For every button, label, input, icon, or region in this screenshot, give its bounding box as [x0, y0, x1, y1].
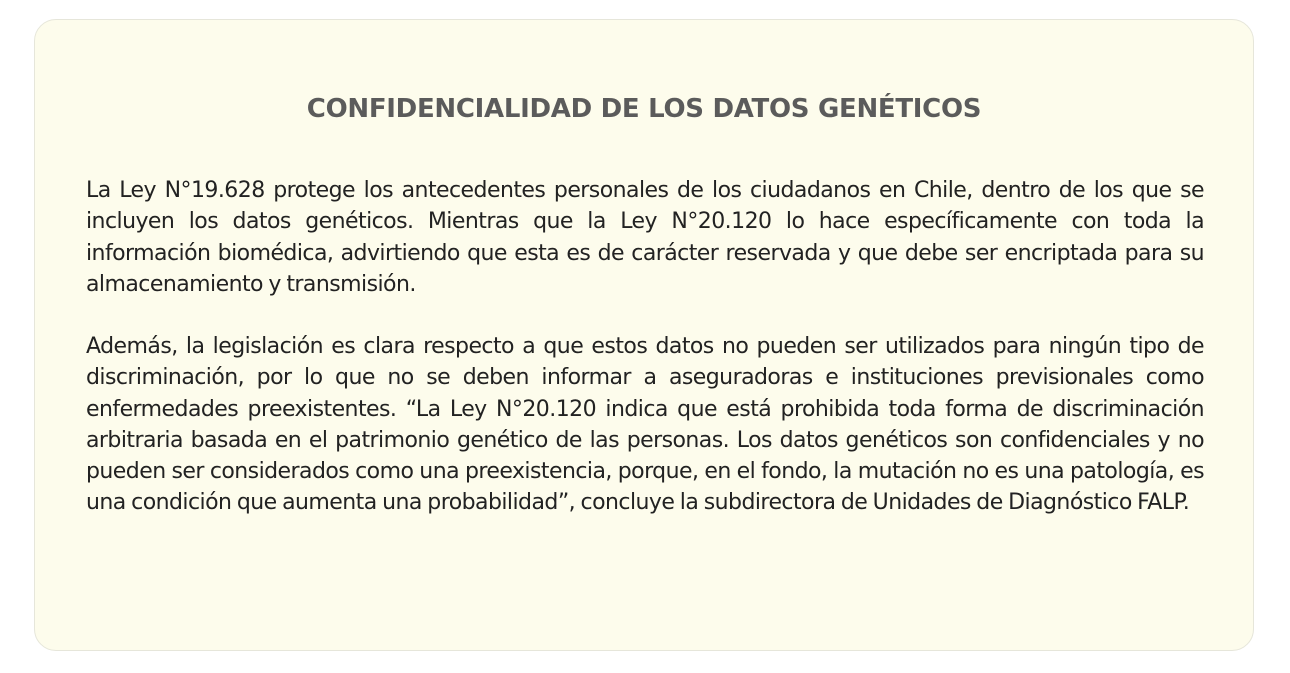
card-title: CONFIDENCIALIDAD DE LOS DATOS GENÉTICOS: [306, 94, 982, 124]
paragraph-non-discrimination: Además, la legislación es clara respecto a que estos datos no pueden ser utilizados para ningún tipo de discriminación, por lo que no se deben informar a aseguradoras e instituciones previsionales como enfermedades preexistentes. “La Ley N°20.120 indica que está prohibida toda forma de discriminación arbitraria basada en el patrimonio genético de las personas. Los datos genéticos son confidenciales y no pueden ser considerados como una preexistencia, porque, en el fondo, la mutación no es una patología, es una condición que aumenta una probabilidad”, concluye la subdirectora de Unidades de Diagnóstico FALP.: [86, 334, 1204, 516]
paragraph-legal-protection: La Ley N°19.628 protege los antecedentes personales de los ciudadanos en Chile, dentro de los que se incluyen los datos genéticos. Mientras que la Ley N°20.120 lo hace específicamente con toda la información biomédica, advirtiendo que esta es de carácter reservada y que debe ser encriptada para su almacenamiento y transmisión.: [86, 178, 1204, 297]
info-card: [34, 19, 1254, 651]
